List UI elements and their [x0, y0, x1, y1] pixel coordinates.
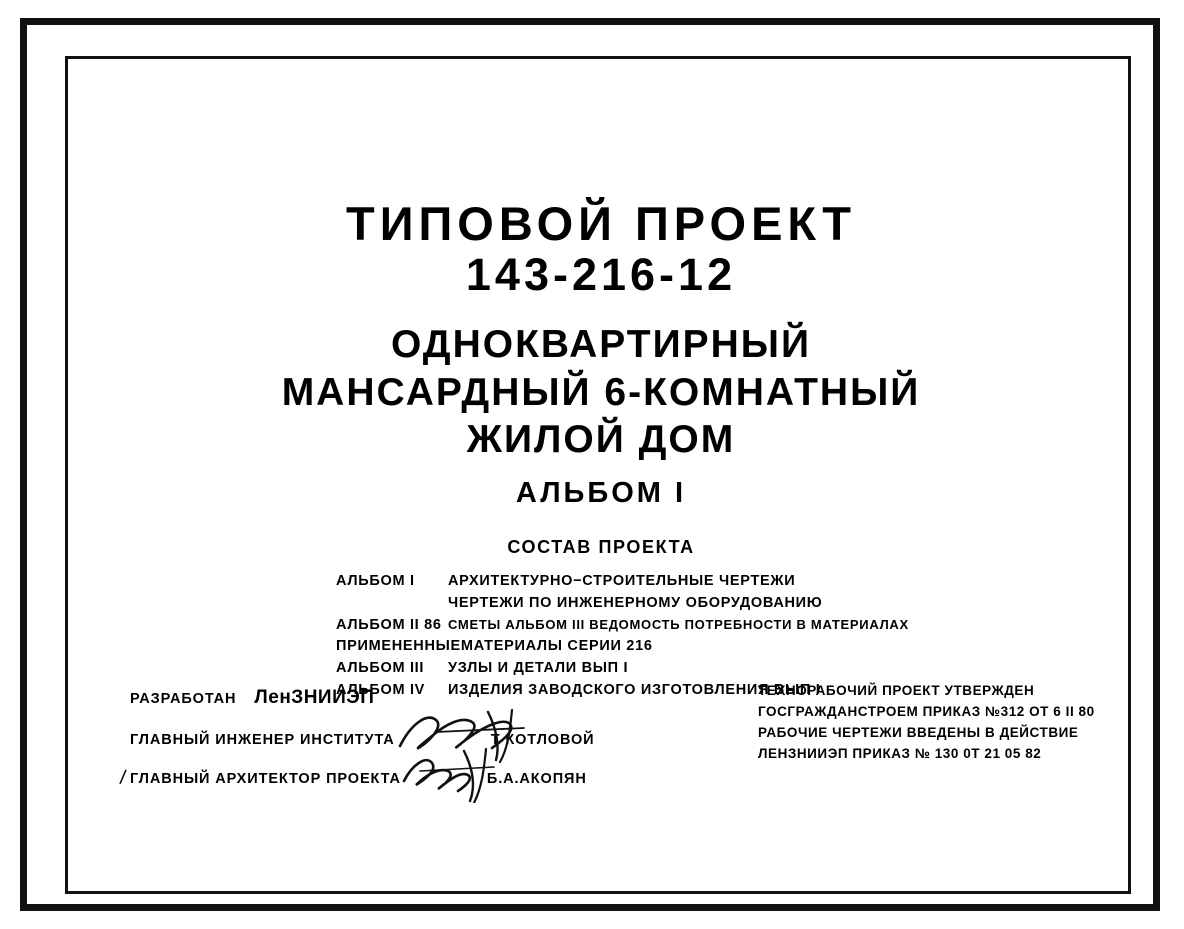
composition-item-label: АЛЬБОМ IV [336, 681, 426, 698]
approval-line-3: РАБОЧИЕ ЧЕРТЕЖИ ВВЕДЕНЫ В ДЕЙСТВИЕ [758, 724, 1079, 740]
album-number: АЛЬБОМ I [515, 477, 687, 509]
developer-organization: ЛенЗНИИЭП [254, 687, 375, 708]
composition-item-label: ПРИМЕНЕННЫЕ [336, 638, 461, 655]
composition-item-text: УЗЛЫ И ДЕТАЛИ ВЫП I [448, 660, 629, 676]
composition-item-label: АЛЬБОМ II 86 [336, 616, 442, 633]
composition-item-label: АЛЬБОМ III [336, 660, 425, 676]
composition-item-text: СМЕТЫ АЛЬБОМ III ВЕДОМОСТЬ ПОТРЕБНОСТИ В МАТЕРИАЛАХ [448, 616, 909, 632]
list-item [68, 636, 1134, 658]
approval-block [758, 681, 1118, 765]
building-description [68, 321, 1134, 464]
building-description-line-3: ЖИЛОЙ ДОМ [466, 418, 736, 462]
composition-item-text: ЧЕРТЕЖИ ПО ИНЖЕНЕРНОМУ ОБОРУДОВАНИЮ [448, 594, 823, 611]
composition-item-label: АЛЬБОМ I [336, 573, 415, 589]
approval-line-1: ТЕХНОРАБОЧИЙ ПРОЕКТ УТВЕРЖДЕН [758, 683, 1035, 698]
title-block [68, 199, 1134, 464]
project-code: 143-216-12 [465, 248, 737, 300]
approval-line-2: ГОСГРАЖДАНСТРОЕМ ПРИКАЗ №312 ОТ 6 II 80 [758, 703, 1095, 719]
drawing-sheet-border [20, 18, 1160, 911]
chief-architect-row [118, 766, 650, 790]
composition-item-text: МАТЕРИАЛЫ СЕРИИ 216 [460, 638, 653, 655]
developed-by-label: РАЗРАБОТАН [130, 691, 237, 707]
pen-stroke-mark: / [118, 766, 129, 790]
list-item [68, 658, 1134, 680]
chief-engineer-row [130, 732, 650, 748]
list-item [68, 571, 1134, 593]
project-type-title: ТИПОВОЙ ПРОЕКТ [346, 197, 856, 250]
composition-heading: СОСТАВ ПРОЕКТА [507, 537, 695, 557]
building-description-line-1: ОДНОКВАРТИРНЫЙ [390, 323, 812, 367]
developer-block [118, 687, 650, 810]
composition-item-text: АРХИТЕКТУРНО−СТРОИТЕЛЬНЫЕ ЧЕРТЕЖИ [448, 573, 796, 589]
approval-line-4: ЛЕНЗНИИЭП ПРИКАЗ № 130 0Т 21 05 82 [758, 745, 1042, 761]
chief-architect-label: ГЛАВНЫЙ АРХИТЕКТОР ПРОЕКТА [130, 771, 401, 787]
title-page-content [68, 59, 1134, 897]
list-item [68, 593, 1134, 615]
chief-architect-name: Б.А.АКОПЯН [486, 771, 587, 787]
composition-item-text: ИЗДЕЛИЯ ЗАВОДСКОГО ИЗГОТОВЛЕНИЯ ВЫП I [448, 681, 821, 698]
building-description-line-2: МАНСАРДНЫЙ 6-КОМНАТНЫЙ [281, 370, 921, 414]
list-item [68, 615, 1134, 637]
drawing-sheet-inner-border [65, 56, 1131, 894]
developed-by-row [130, 687, 650, 709]
chief-engineer-label: ГЛАВНЫЙ ИНЖЕНЕР ИНСТИТУТА [130, 732, 395, 748]
chief-engineer-name: Т КОТЛОВОЙ [490, 732, 595, 748]
